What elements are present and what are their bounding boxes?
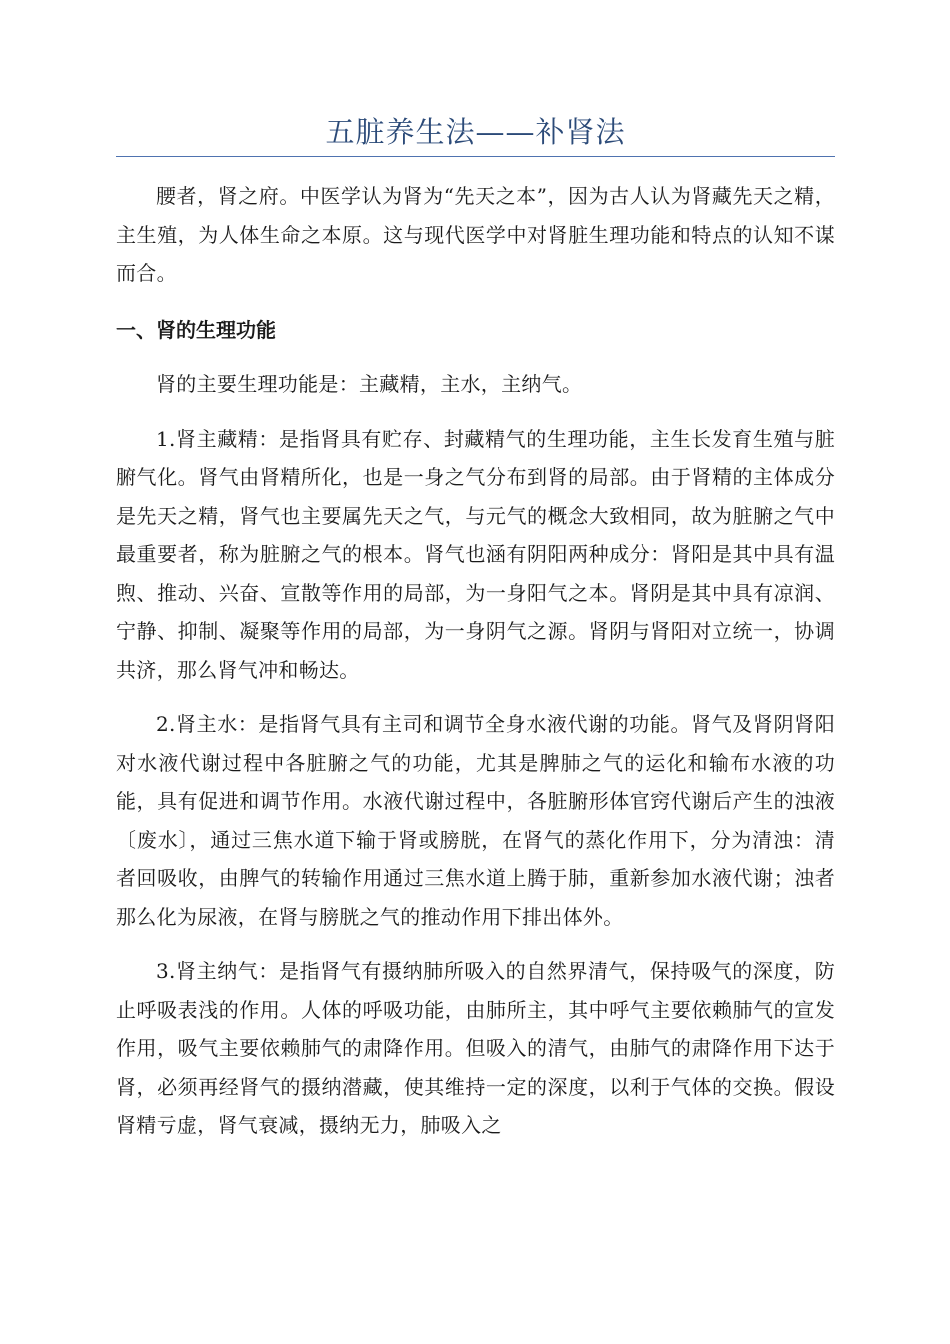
- document-page: [116, 108, 835, 1145]
- section-summary-paragraph: 肾的主要生理功能是：主藏精，主水，主纳气。: [156, 372, 583, 396]
- title-underline: [116, 156, 835, 157]
- intro-paragraph: 腰者，肾之府。中医学认为肾为“先天之本”，因为古人认为肾藏先天之精，主生殖，为人体生命之本原。这与现代医学中对肾脏生理功能和特点的认知不谋而合。: [116, 184, 835, 285]
- function-item-store-essence: 1.肾主藏精：是指肾具有贮存、封藏精气的生理功能，主生长发育生殖与脏腑气化。肾气由肾精所化，也是一身之气分布到肾的局部。由于肾精的主体成分是先天之精，肾气也主要属先天之气，与元气的概念大致相同，故为脏腑之气中最重要者，称为脏腑之气的根本。肾气也涵有阴阳两种成分：肾阳是其中具有温煦、推动、兴奋、宣散等作用的局部，为一身阳气之本。肾阴是其中具有凉润、宁静、抑制、凝聚等作用的局部，为一身阴气之源。肾阴与肾阳对立统一，协调共济，那么肾气冲和畅达。: [116, 426, 835, 682]
- function-item-receive-qi: 3.肾主纳气：是指肾气有摄纳肺所吸入的自然界清气，保持吸气的深度，防止呼吸表浅的作用。人体的呼吸功能，由肺所主，其中呼气主要依赖肺气的宣发作用，吸气主要依赖肺气的肃降作用。但吸入的清气，由肺气的肃降作用下达于肾，必须再经肾气的摄纳潜藏，使其维持一定的深度，以利于气体的交换。假设肾精亏虚，肾气衰减，摄纳无力，肺吸入之: [116, 959, 835, 1137]
- section-heading-kidney-functions: 一、肾的生理功能: [116, 317, 276, 342]
- function-item-govern-water: 2.肾主水：是指肾气具有主司和调节全身水液代谢的功能。肾气及肾阴肾阳对水液代谢过程中各脏腑之气的功能，尤其是脾肺之气的运化和输布水液的功能，具有促进和调节作用。水液代谢过程中，各脏腑形体官窍代谢后产生的浊液〔废水〕，通过三焦水道下输于肾或膀胱，在肾气的蒸化作用下，分为清浊：清者回吸收，由脾气的转输作用通过三焦水道上腾于肺，重新参加水液代谢；浊者那么化为尿液，在肾与膀胱之气的推动作用下排出体外。: [116, 712, 835, 929]
- document-title: 五脏养生法——补肾法: [325, 115, 626, 149]
